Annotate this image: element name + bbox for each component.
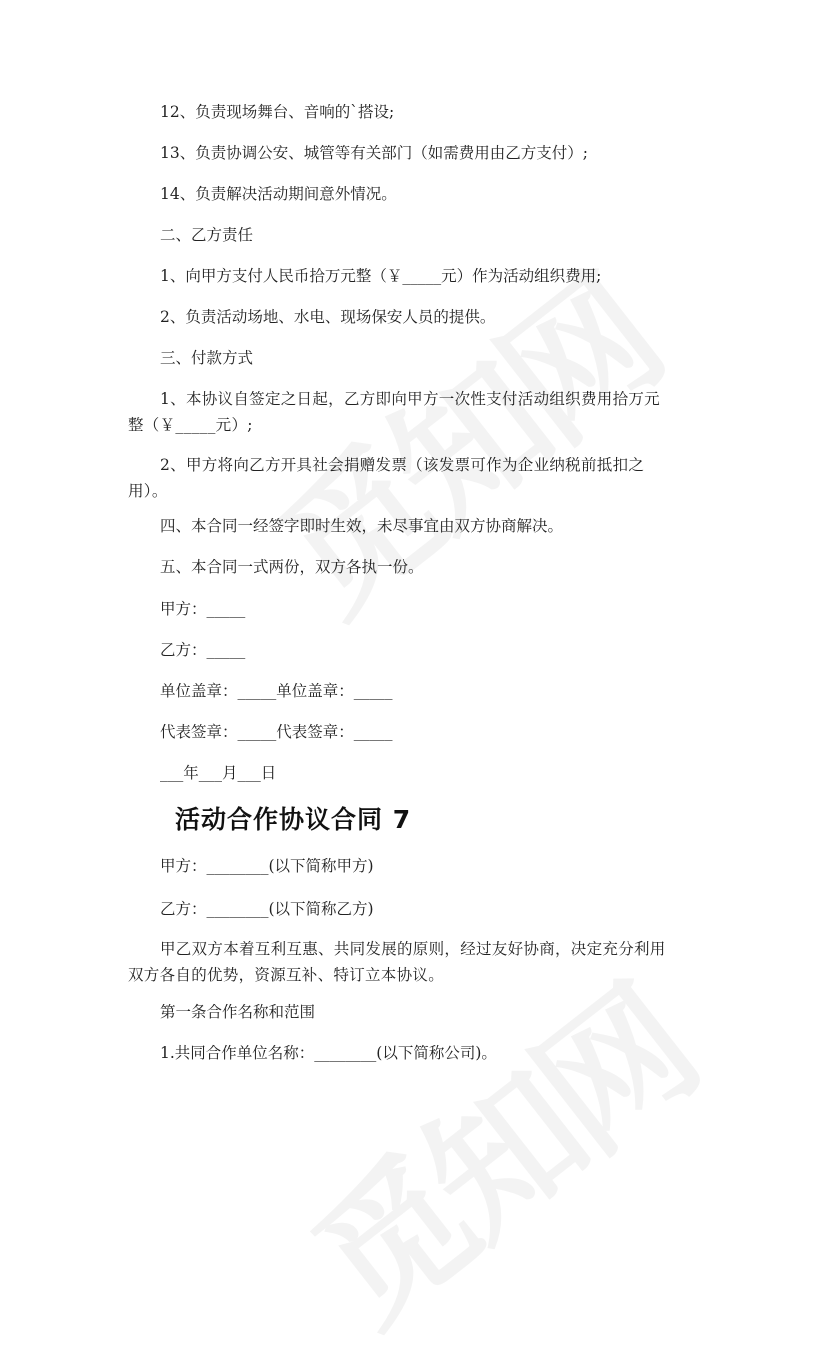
section-heading: 三、付款方式 <box>160 349 254 367</box>
page-title: 活动合作协议合同 7 <box>175 805 412 834</box>
list-item: 12、负责现场舞台、音响的`搭设; <box>160 103 395 121</box>
list-item: 13、负责协调公安、城管等有关部门（如需费用由乙方支付）; <box>160 144 588 162</box>
party-a-signature: 甲方：_____ <box>160 600 246 618</box>
representative-line: 代表签章：_____代表签章：_____ <box>160 723 393 741</box>
watermark <box>263 934 727 1362</box>
list-item: 14、负责解决活动期间意外情况。 <box>160 185 397 203</box>
party-b-line: 乙方：________(以下简称乙方) <box>160 900 374 918</box>
date-line: ___年___月___日 <box>160 764 277 782</box>
clause: 四、本合同一经签字即时生效，未尽事宜由双方协商解决。 <box>160 517 564 535</box>
list-item: 1、向甲方支付人民币拾万元整（￥_____元）作为活动组织费用; <box>160 267 602 285</box>
list-item: 1.共同合作单位名称：________(以下简称公司)。 <box>160 1044 497 1062</box>
section-heading: 二、乙方责任 <box>160 226 254 244</box>
payment-clause: 1、本协议自签定之日起，乙方即向甲方一次性支付活动组织费用拾万元整（￥_____元）; <box>128 390 660 434</box>
party-a-line: 甲方：________(以下简称甲方) <box>160 857 374 875</box>
list-item: 2、负责活动场地、水电、现场保安人员的提供。 <box>160 308 496 326</box>
seal-line: 单位盖章：_____单位盖章：_____ <box>160 682 393 700</box>
article-heading: 第一条合作名称和范围 <box>160 1003 316 1021</box>
intro-paragraph: 甲乙双方本着互利互惠、共同发展的原则，经过友好协商，决定充分利用双方各自的优势，资源互补、特订立本协议。 <box>128 940 666 984</box>
party-b-signature: 乙方：_____ <box>160 641 246 659</box>
payment-clause: 2、甲方将向乙方开具社会捐赠发票（该发票可作为企业纳税前抵扣之用）。 <box>128 456 645 500</box>
clause: 五、本合同一式两份，双方各执一份。 <box>160 558 424 576</box>
